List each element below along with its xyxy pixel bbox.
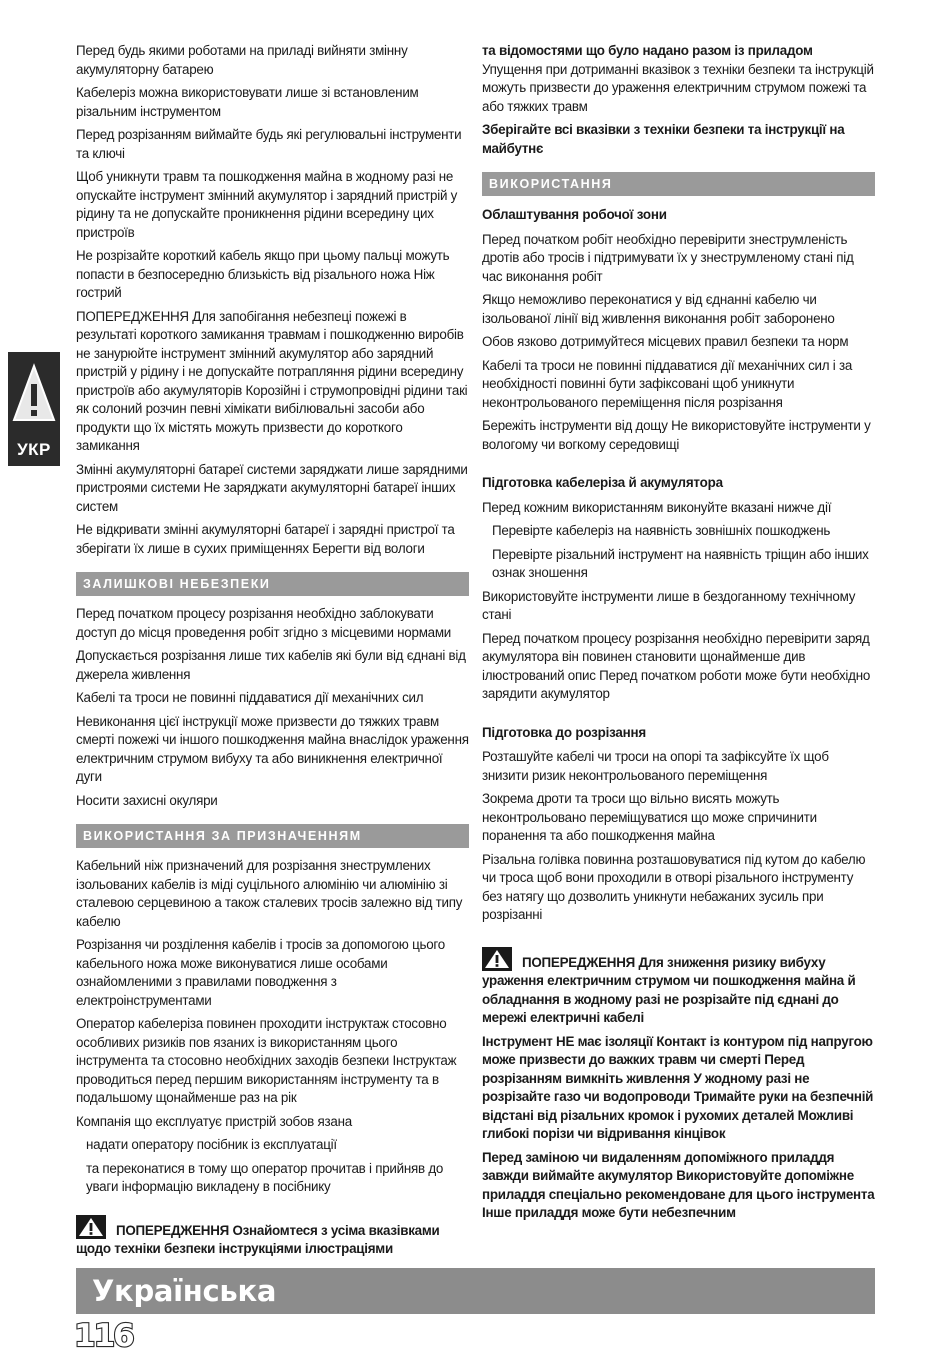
paragraph: Не відкривати змінні акумуляторні батареї і зарядні пристрої та зберігати їх лише в сухих приміщеннях Берегти від вологи: [76, 522, 455, 556]
paragraph-bold: Зберігайте всі вказівки з техніки безпеки та інструкції на майбутнє: [482, 122, 845, 156]
paragraph: Не розрізайте короткий кабель якщо при цьому пальці можуть попасти в безпосередню близькість від різального ножа Ніж гострий: [76, 248, 450, 300]
left-column: [76, 42, 469, 1264]
warning-block: [76, 1215, 469, 1259]
paragraph: ПОПЕРЕДЖЕННЯ Для запобігання небезпеці пожежі в результаті короткого замикання травмам і пошкодженню виробів не занурюйте інструмент змінний акумулятор або зарядний пристрій у рідину і не допускайте потрапляння рідини всередину пристроїв або акумуляторів Корозійні і струмопровідні рідини такі як солоний розчин певні хімікати вибілювальні засоби або продукти що їх містять можуть призвести до короткого замикання: [76, 308, 468, 453]
footer-language-title: Українська: [92, 1274, 277, 1308]
section-header-residual-risks: ЗАЛИШКОВІ НЕБЕЗПЕКИ: [76, 572, 469, 596]
paragraph: Якщо неможливо переконатися у від єднанні кабелю чи ізольованої лінії від живлення виконання робіт заборонено: [482, 292, 835, 326]
language-tab: [8, 352, 60, 466]
paragraph: Перед початком процесу розрізання необхідно заблокувати доступ до місця проведення робіт згідно з місцевими нормами: [76, 606, 452, 640]
warning-triangle-icon: [10, 360, 58, 428]
paragraph: Використовуйте інструменти лише в бездоганному технічному стані: [482, 588, 856, 622]
paragraph: Перед розрізанням виймайте будь які регулювальні інструменти та ключі: [76, 127, 462, 161]
paragraph: Перед будь якими роботами на приладі вийняти змінну акумуляторну батарею: [76, 43, 408, 77]
warning-paragraph: [76, 1215, 469, 1259]
paragraph: Оператор кабелеріза повинен проходити інструктаж стосовно особливих ризиків пов язаних із використанням цього інструмента та стосовно необхідних заходів безпеки Інструктаж проводиться перед першим використанням інструменту та в подальшому щонайменше раз на рік: [76, 1016, 457, 1105]
page-number: 116: [74, 1318, 133, 1354]
list-item: Перевірте кабелеріз на наявність зовнішніх пошкоджень: [492, 523, 831, 538]
subheading-workplace: Облаштування робочої зони: [482, 207, 667, 222]
warning-paragraph: Перед заміною чи видаленням допоміжного приладдя завжди виймайте акумулятор Використовуйте допоміжне приладдя спеціально рекомендоване для цього інструмента Інше приладдя може бути небезпечним: [482, 1149, 875, 1220]
list-item: Перевірте різальний інструмент на наявність тріщин або інших ознак зношення: [492, 546, 869, 580]
paragraph: Бережіть інструменти від дощу Не використовуйте інструменти у вологому чи вогкому середовищі: [482, 418, 871, 452]
paragraph: Зокрема дроти та троси що вільно висять можуть неконтрольовано переміщуватися що може спричинити поранення та або пошкодження майна: [482, 791, 817, 843]
paragraph: Компанія що експлуатує пристрій зобов язана: [76, 1113, 352, 1129]
section-header-intended-use: ВИКОРИСТАННЯ ЗА ПРИЗНАЧЕННЯМ: [76, 824, 469, 848]
paragraph: Розрізання чи розділення кабелів і тросів за допомогою цього кабельного ножа може виконуватися лише особами ознайомленими з правилами поводження з електроінструментами: [76, 937, 445, 1008]
warning-paragraph: [482, 947, 875, 1028]
paragraph: Невиконання цієї інструкції може призвести до тяжких травм смерті пожежі чи іншого пошкодження майна внаслідок ураження електричним струмом вибуху та або виникнення електричної дуги: [76, 713, 469, 784]
paragraph: Упущення при дотриманні вказівок з техніки безпеки та інструкцій можуть призвести до ураження електричним струмом пожежі та або тяжких травм: [482, 61, 874, 114]
paragraph: Розташуйте кабелі чи троси на опорі та зафіксуйте їх щоб знизити ризик неконтрольованого переміщення: [482, 749, 829, 783]
paragraph: Перед кожним використанням виконуйте вказані нижче дії: [482, 499, 832, 515]
paragraph: Обов язково дотримуйтеся місцевих правил безпеки та норм: [482, 334, 849, 349]
list-item: надати оператору посібник із експлуатації: [86, 1137, 337, 1152]
right-column: [482, 42, 875, 1228]
paragraph: Перед початком робіт необхідно перевірити знеструмленість дротів або тросів і підтримувати їх у знеструмленому стані під час виконання робіт: [482, 231, 854, 284]
paragraph: Різальна голівка повинна розташовуватися під кутом до кабелю чи троса щоб вони проходили в отворі різального інструменту без натягу що дозволить уникнути небажаних зусиль при розрізанні: [482, 851, 866, 922]
paragraph: Кабелі та троси не повинні піддаватися дії механічних сил і за необхідності повинні бути зафіксовані щоб уникнути неконтрольованого переміщення після розрізання: [482, 357, 853, 410]
warning-block: [482, 947, 875, 1223]
paragraph: Змінні акумуляторні батареї системи заряджати лише зарядними пристроями системи Не заряджати акумуляторні батареї інших систем: [76, 461, 468, 514]
paragraph: Носити захисні окуляри: [76, 792, 218, 808]
section-header-usage: ВИКОРИСТАННЯ: [482, 172, 875, 196]
paragraph-bold: та відомостями що було надано разом із приладом: [482, 43, 813, 58]
paragraph: Допускається розрізання лише тих кабелів які були від єднані від джерела живлення: [76, 648, 466, 682]
warning-text: ПОПЕРЕДЖЕННЯ Для зниження ризику вибуху ураження електричним струмом чи пошкодження майна й обладнання в жодному разі не розрізайте під єднані до мережі електричні кабелі: [482, 954, 856, 1025]
paragraph: Щоб уникнути травм та пошкодження майна в жодному разі не опускайте інструмент змінний акумулятор і зарядний пристрій у рідину та не допускайте проникнення рідини всередину цих пристроїв: [76, 169, 458, 240]
warning-icon: [482, 947, 512, 971]
language-tab-label: УКР: [17, 440, 51, 459]
subheading-preparation: Підготовка кабелеріза й акумулятора: [482, 475, 723, 490]
paragraph: Кабелі та троси не повинні піддаватися дії механічних сил: [76, 690, 424, 705]
warning-text: ПОПЕРЕДЖЕННЯ Ознайомтеся з усіма вказівками щодо техніки безпеки інструкціями ілюстраціями: [76, 1222, 440, 1256]
paragraph: Перед початком процесу розрізання необхідно перевірити заряд акумулятора він повинен становити щонайменше див ілюстрований опис Перед початком роботи може бути необхідно зарядити акумулятор: [482, 630, 871, 701]
subheading-cutting-prep: Підготовка до розрізання: [482, 724, 647, 740]
warning-paragraph: Інструмент НЕ має ізоляції Контакт із контуром під напругою може призвести до важких травм чи смерті Перед розрізанням вимкніть живлення У жодному разі не розрізайте газо чи водопроводи Тримайте руки на безпечній відстані від різальних кромок і рухомих деталей Можливі глибокі порізи чи відривання кінцівок: [482, 1033, 874, 1141]
list-item: та переконатися в тому що оператор прочитав і прийняв до уваги інформацію викладену в посібнику: [86, 1160, 444, 1194]
footer-bar: [76, 1268, 875, 1314]
warning-icon: [76, 1215, 106, 1239]
paragraph: Кабелеріз можна використовувати лише зі встановленим різальним інструментом: [76, 85, 419, 119]
paragraph: Кабельний ніж призначений для розрізання знеструмлених ізольованих кабелів із міді суцільного алюмінію чи алюмінію зі сталевою серцевиною а також сталевих тросів залежно від типу кабелю: [76, 858, 463, 929]
